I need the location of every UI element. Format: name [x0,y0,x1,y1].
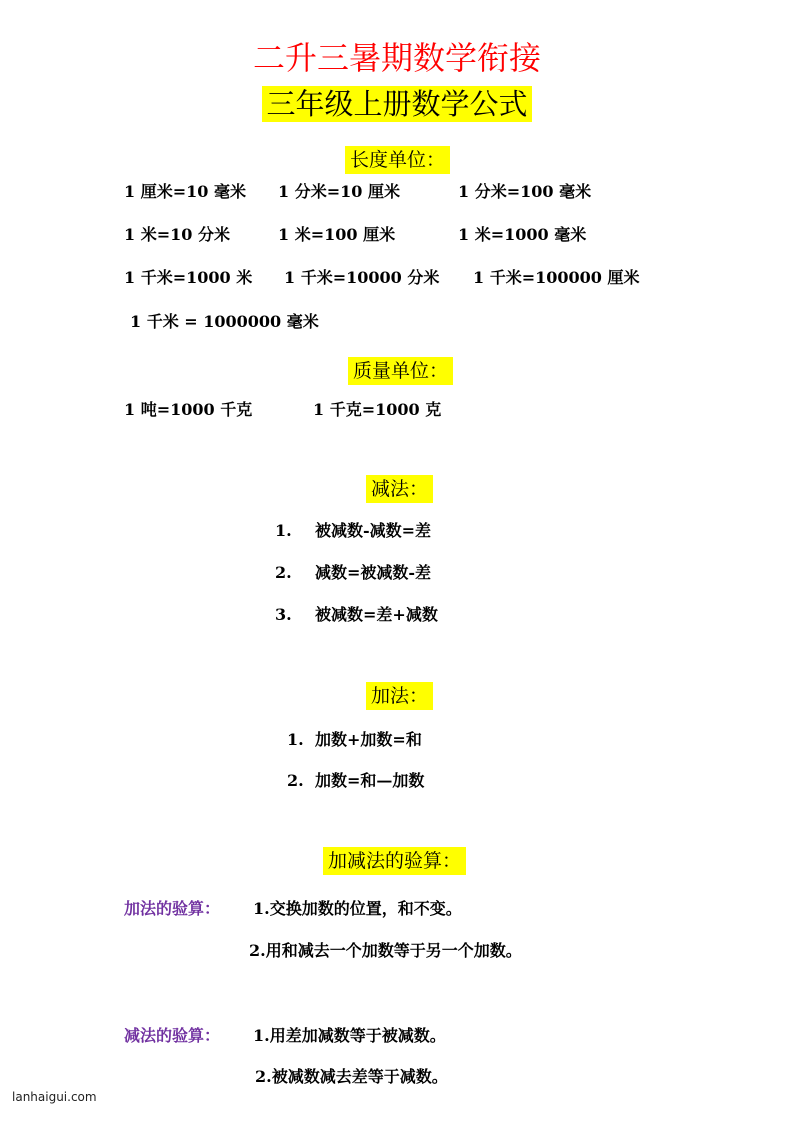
mass-heading-container [348,357,453,385]
length-heading: 长度单位： [345,146,450,174]
subtraction-verification-label: 减法的验算： [124,1026,221,1045]
subtraction-verification-item: 1.用差加减数等于被减数。 [253,1026,446,1045]
verification-heading: 加减法的验算： [323,847,466,875]
page-subtitle: 三年级上册数学公式 [262,86,531,122]
length-heading-container [345,146,450,174]
length-item: 1 厘米=10 毫米 [124,182,246,201]
addition-verification-label: 加法的验算： [124,899,221,918]
addition-item-number: 2. [287,771,304,790]
addition-heading-container [366,682,433,710]
page-title: 二升三暑期数学衔接 [252,39,541,77]
mass-item: 1 千克=1000 克 [313,400,442,419]
addition-item-text: 加数+加数=和 [315,730,422,749]
subtraction-heading-container [366,475,433,503]
length-item: 1 米=1000 毫米 [458,225,587,244]
subtraction-heading: 减法： [366,475,433,503]
watermark-text: lanhaigui.com [12,1090,97,1104]
subtitle-container [0,86,794,122]
length-item: 1 分米=10 厘米 [278,182,400,201]
subtraction-item-text: 被减数-减数=差 [315,521,432,540]
subtraction-item-number: 2. [275,563,292,582]
length-item: 1 米=10 分米 [124,225,230,244]
addition-item-text: 加数=和—加数 [315,771,425,790]
subtraction-item-number: 1. [275,521,292,540]
subtraction-item-number: 3. [275,605,292,624]
length-item: 1 千米=1000 米 [124,268,253,287]
length-item: 1 千米=10000 分米 [284,268,440,287]
addition-heading: 加法： [366,682,433,710]
addition-verification-item: 2.用和减去一个加数等于另一个加数。 [249,941,522,960]
length-item: 1 米=100 厘米 [278,225,396,244]
subtraction-item-text: 被减数=差+减数 [315,605,438,624]
length-item: 1 分米=100 毫米 [458,182,592,201]
length-item: 1 千米=100000 厘米 [473,268,640,287]
mass-item: 1 吨=1000 千克 [124,400,253,419]
length-item: 1 千米 = 1000000 毫米 [130,312,319,331]
verification-heading-container [323,847,466,875]
mass-heading: 质量单位： [348,357,453,385]
subtraction-verification-item: 2.被减数减去差等于减数。 [255,1067,448,1086]
addition-verification-item: 1.交换加数的位置，和不变。 [253,899,462,918]
addition-item-number: 1. [287,730,304,749]
subtraction-item-text: 减数=被减数-差 [315,563,432,582]
